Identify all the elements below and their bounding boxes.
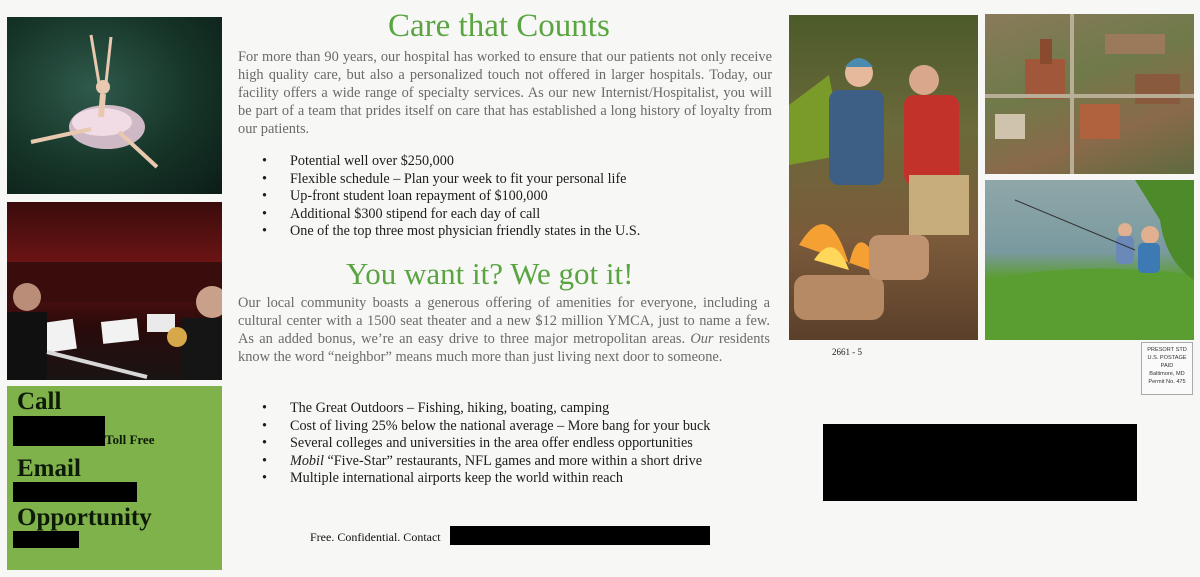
postage-line: PRESORT STD bbox=[1147, 347, 1187, 353]
list-item: • Potential well over $250,000 bbox=[262, 153, 640, 171]
postage-indicia bbox=[1141, 342, 1193, 395]
list-item: • The Great Outdoors – Fishing, hiking, boating, camping bbox=[262, 400, 710, 418]
list-item: • One of the top three most physician friendly states in the U.S. bbox=[262, 223, 640, 241]
redacted-phone bbox=[13, 416, 105, 446]
footer-contact-text: Free. Confidential. Contact bbox=[310, 530, 441, 544]
fishing-illustration bbox=[985, 180, 1194, 340]
list-item: • Up-front student loan repayment of $100,000 bbox=[262, 188, 640, 206]
contact-box bbox=[7, 386, 222, 570]
redacted-opportunity bbox=[13, 531, 79, 548]
town-aerial-photo bbox=[985, 14, 1194, 174]
camping-illustration bbox=[789, 15, 978, 340]
toll-free-label: Toll Free bbox=[105, 432, 155, 447]
intro-paragraph: For more than 90 years, our hospital has worked to ensure that our patients not only receive high quality care, but also a personalized touch not offered in larger hospitals. Today, our facility offers a wide range of specialty services. As our new Internist/Hospitalist, you will be part of a team that prides itself on care that has established a long history of loyalty from our patients. bbox=[238, 49, 772, 137]
community-paragraph-italic: Our bbox=[690, 331, 714, 347]
list-item bbox=[262, 453, 710, 471]
ballet-dancer-illustration bbox=[7, 17, 222, 194]
code-label: 2661 - 5 bbox=[832, 347, 862, 357]
orchestra-photo bbox=[7, 202, 222, 380]
ballet-dancer-photo bbox=[7, 17, 222, 194]
heading-you-want-it: You want it? We got it! bbox=[346, 256, 634, 291]
amenities-list bbox=[262, 400, 710, 488]
town-aerial-illustration bbox=[985, 14, 1194, 174]
fishing-photo bbox=[985, 180, 1194, 340]
opportunity-label: Opportunity bbox=[17, 504, 152, 531]
redacted-contact bbox=[450, 526, 710, 545]
redacted-address bbox=[823, 424, 1137, 501]
mobil-italic: Mobil bbox=[290, 452, 324, 469]
community-paragraph bbox=[238, 294, 770, 366]
list-item: • Flexible schedule – Plan your week to fit your personal life bbox=[262, 171, 640, 189]
camping-photo bbox=[789, 15, 978, 340]
benefits-list bbox=[262, 153, 640, 241]
community-paragraph-end: residents know the word “neighbor” means much more than just living next door to someone. bbox=[238, 331, 770, 365]
orchestra-illustration bbox=[7, 202, 222, 380]
community-paragraph-start: Our local community boasts a generous offering of amenities for everyone, including a cultural center with a 1500 seat theater and a new $12 million YMCA, just to name a few. As an added bonus, we’re an easy drive to three major metropolitan areas. bbox=[238, 295, 770, 347]
heading-care-that-counts: Care that Counts bbox=[388, 8, 610, 44]
call-label: Call bbox=[17, 388, 62, 415]
postage-line: U.S. POSTAGE bbox=[1147, 355, 1187, 361]
postage-line: PAID bbox=[1160, 363, 1174, 369]
email-label: Email bbox=[17, 455, 81, 482]
mobil-rest: “Five-Star” restaurants, NFL games and more within a short drive bbox=[323, 452, 702, 469]
redacted-email bbox=[13, 482, 137, 502]
list-item: • Several colleges and universities in the area offer endless opportunities bbox=[262, 435, 710, 453]
postage-line: Baltimore, MD bbox=[1149, 371, 1185, 377]
list-item: • Cost of living 25% below the national average – More bang for your buck bbox=[262, 418, 710, 436]
list-item: • Multiple international airports keep the world within reach bbox=[262, 470, 710, 488]
postage-line: Permit No. 475 bbox=[1148, 379, 1186, 385]
list-item: • Additional $300 stipend for each day of call bbox=[262, 206, 640, 224]
